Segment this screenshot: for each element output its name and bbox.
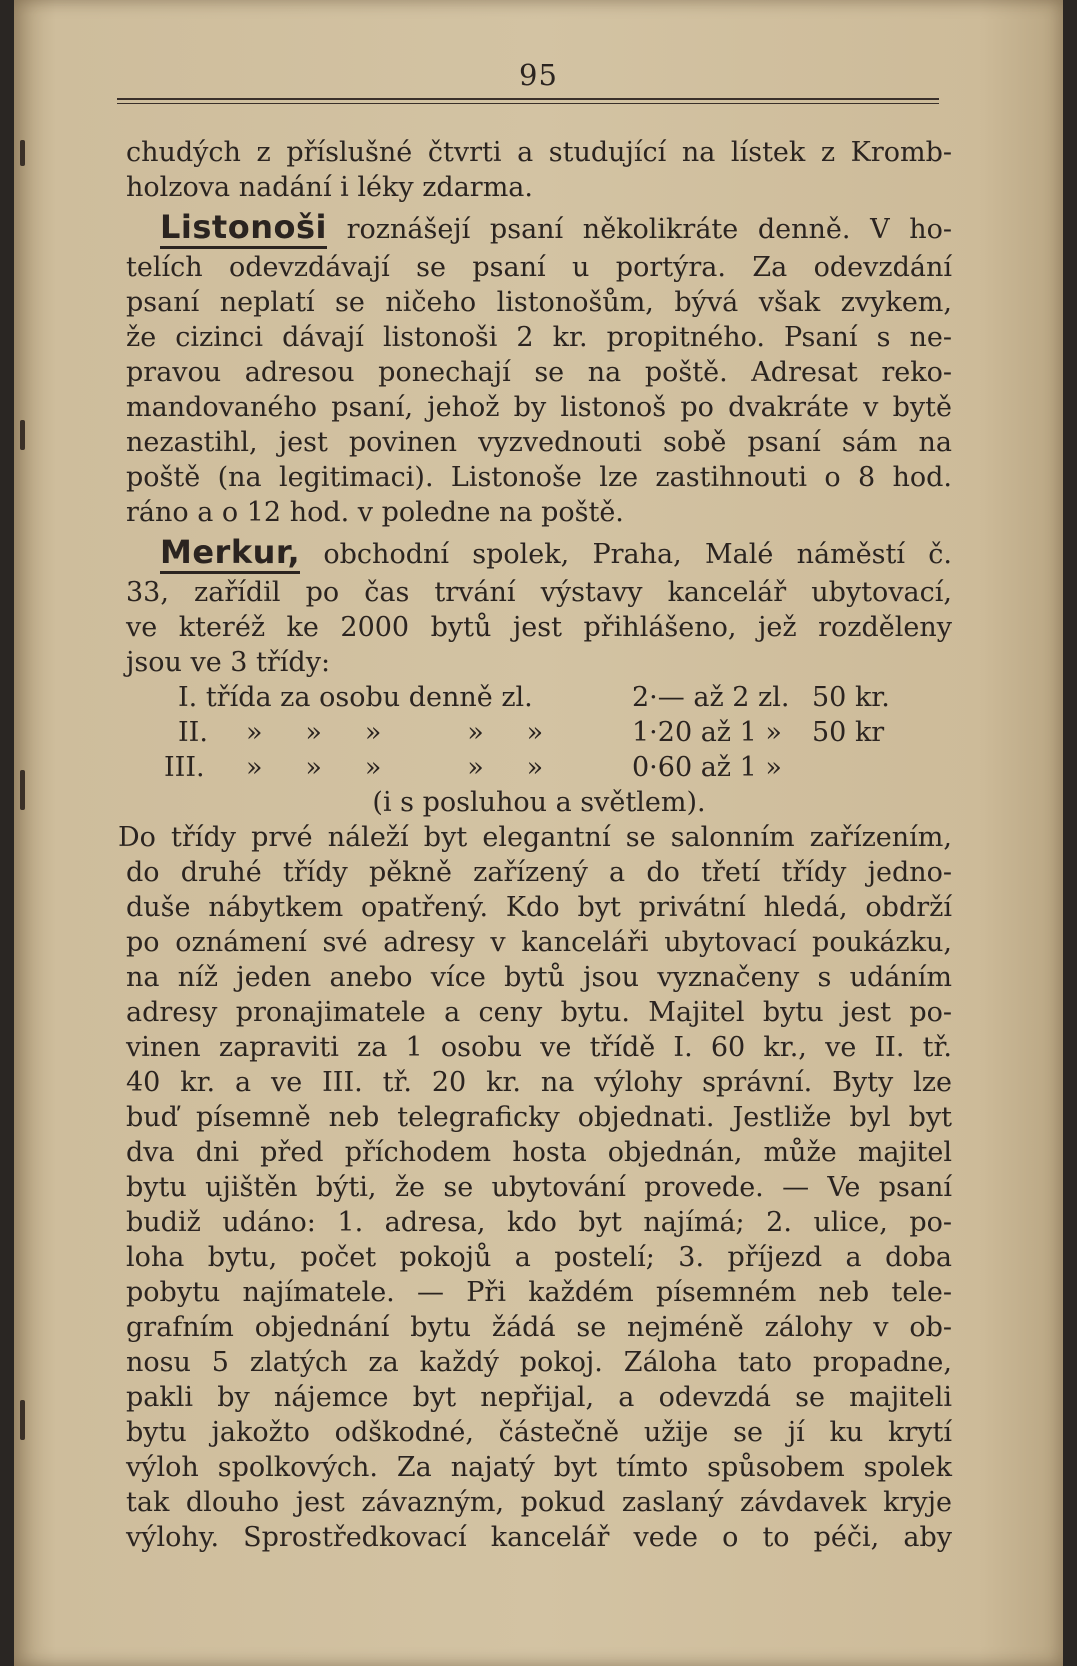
text-line: pravou adresou ponechají se na poště. Adresat reko- — [126, 357, 952, 388]
text-line: grafním objednání bytu žádá se nejméně zálohy v ob- — [126, 1312, 952, 1343]
text-line: chudých z příslušné čtvrti a studující na lístek z Kromb- — [126, 137, 952, 168]
text-line: pobytu najímatele. — Při každém písemném neb tele- — [126, 1277, 952, 1308]
text-line: loha bytu, počet pokojů a postelí; 3. příjezd a doba — [126, 1242, 952, 1273]
page-edge-mark — [20, 420, 25, 450]
text-line: bytu jakožto odškodné, částečně užije se jí ku krytí — [126, 1417, 952, 1448]
header-rule — [117, 98, 939, 104]
listonosi-first-line — [126, 210, 952, 250]
page-edge-mark — [20, 1400, 25, 1440]
ditto-marks: » » » » » — [246, 717, 544, 748]
text-line: 33, zařídil po čas trvání výstavy kancelář ubytovací, — [126, 577, 952, 608]
ditto-marks: » » » » » — [246, 752, 544, 783]
price-amount: 50 kr — [812, 717, 885, 748]
text-fragment: roznášejí psaní několikráte denně. V ho- — [346, 214, 952, 245]
text-line: nosu 5 zlatých za každý pokoj. Záloha tato propadne, — [126, 1347, 952, 1378]
page-edge-mark — [20, 140, 25, 166]
text-line: duše nábytkem opatřený. Kdo byt privátní hledá, obdrží — [126, 892, 952, 923]
class-label: II. — [178, 717, 208, 748]
class-label: III. — [164, 752, 205, 783]
text-line: po oznámení své adresy v kanceláři ubytovací poukázku, — [126, 927, 952, 958]
text-line: holzova nadání i léky zdarma. — [126, 172, 533, 203]
text-line: výlohy. Sprostředkovací kancelář vede o to péči, aby — [126, 1522, 952, 1553]
text-line: mandovaného psaní, jehož by listonoš po dvakráte v bytě — [126, 392, 952, 423]
text-line: do druhé třídy pěkně zařízený a do třetí třídy jedno- — [126, 857, 952, 888]
section-heading-merkur: Merkur, — [160, 533, 300, 574]
text-line: výloh spolkových. Za najatý byt tímto spůsobem spolek — [126, 1452, 952, 1483]
price-range: 0·60 až 1 » — [632, 752, 782, 783]
text-line: poště (na legitimaci). Listonoše lze zastihnouti o 8 hod. — [126, 462, 952, 493]
page-text — [118, 135, 952, 1555]
text-line: na níž jeden anebo více bytů jsou vyznačeny s udáním — [126, 962, 952, 993]
text-line: jsou ve 3 třídy: — [126, 647, 331, 678]
text-line: adresy pronajimatele a ceny bytu. Majitel bytu jest po- — [126, 997, 952, 1028]
text-line: psaní neplatí se ničeho listonošům, bývá však zvykem, — [126, 287, 952, 318]
page-number: 95 — [519, 58, 558, 92]
text-line: Do třídy prvé náleží byt elegantní se salonním zařízením, — [118, 822, 952, 853]
price-row-class-1 — [126, 680, 952, 715]
text-line: 40 kr. a ve III. tř. 20 kr. na výlohy správní. Byty lze — [126, 1067, 952, 1098]
text-fragment: obchodní spolek, Praha, Malé náměstí č. — [323, 539, 952, 570]
price-note: (i s posluhou a světlem). — [372, 787, 706, 818]
merkur-first-line — [126, 535, 952, 575]
text-line: budiž udáno: 1. adresa, kdo byt najímá; 2. ulice, po- — [126, 1207, 952, 1238]
text-line: ve kteréž ke 2000 bytů jest přihlášeno, jež rozděleny — [126, 612, 952, 643]
text-line: tak dlouho jest závazným, pokud zaslaný závdavek kryje — [126, 1487, 952, 1518]
text-line: pakli by nájemce byt nepřijal, a odevzdá se majiteli — [126, 1382, 952, 1413]
text-line: dva dni před příchodem hosta objednán, může majitel — [126, 1137, 952, 1168]
page-edge-mark — [20, 770, 25, 810]
price-range: 1·20 až 1 » — [632, 717, 782, 748]
text-line: vinen zapraviti za 1 osobu ve třídě I. 60 kr., ve II. tř. — [126, 1032, 952, 1063]
price-row-class-3 — [126, 750, 952, 785]
price-range: 2·— až 2 zl. — [632, 682, 790, 713]
class-label: I. třída za osobu denně zl. — [178, 682, 533, 713]
text-line: bytu ujištěn býti, že se ubytování provede. — Ve psaní — [126, 1172, 952, 1203]
text-line: že cizinci dávají listonoši 2 kr. propitného. Psaní s ne- — [126, 322, 952, 353]
book-page — [14, 0, 1063, 1666]
text-line: telích odevzdávají se psaní u portýra. Za odevzdání — [126, 252, 952, 283]
price-row-class-2 — [126, 715, 952, 750]
text-line: ráno a o 12 hod. v poledne na poště. — [126, 497, 624, 528]
text-line: nezastihl, jest povinen vyzvednouti sobě psaní sám na — [126, 427, 952, 458]
text-line: buď písemně neb telegraficky objednati. Jestliže byl byt — [126, 1102, 952, 1133]
price-amount: 50 kr. — [812, 682, 890, 713]
section-heading-listonosi: Listonoši — [160, 208, 327, 249]
